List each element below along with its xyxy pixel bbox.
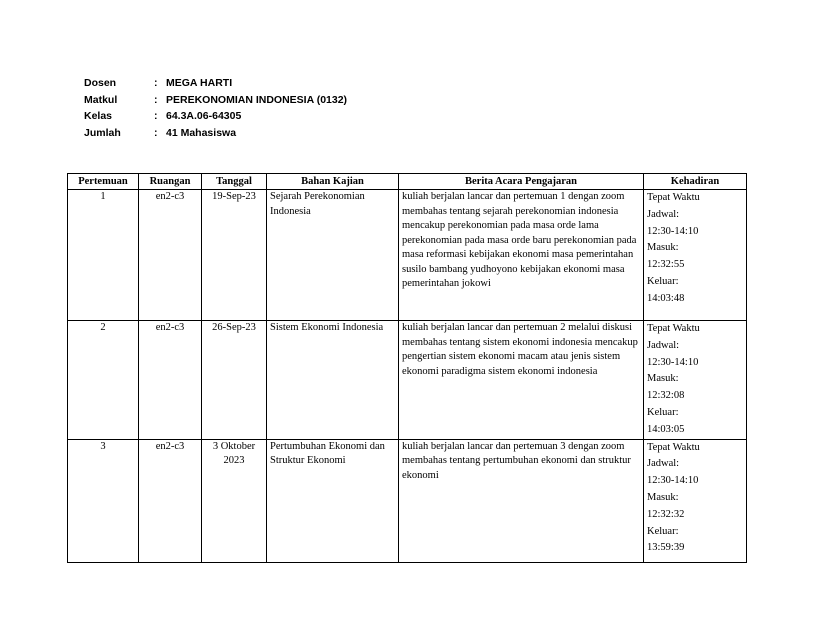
dosen-label: Dosen [84, 77, 117, 89]
kehadiran-keluar-label: Keluar: [647, 275, 679, 287]
cell-tanggal: 3 Oktober 2023 [202, 439, 267, 562]
table-row [68, 439, 747, 562]
matkul-value: PEREKONOMIAN INDONESIA (0132) [166, 93, 348, 106]
table-row [68, 321, 747, 440]
jumlah-value: 41 Mahasiswa [166, 126, 237, 139]
kehadiran-status: Tepat Waktu [647, 441, 700, 453]
cell-berita-acara: kuliah berjalan lancar dan pertemuan 2 melalui diskusi membahas tentang sistem ekonomi indonesia mencakup pengertian sistem ekonomi macam atau jenis sistem ekonomi paradigma sistem ekonomi indonesia [399, 321, 644, 440]
dosen-colon: : [154, 77, 158, 89]
kehadiran-jadwal-label: Jadwal: [647, 339, 680, 351]
cell-tanggal: 26-Sep-23 [202, 321, 267, 440]
table-row [68, 190, 747, 321]
kehadiran-masuk-label: Masuk: [647, 373, 679, 385]
kehadiran-status: Tepat Waktu [647, 192, 700, 203]
kehadiran-jadwal-label: Jadwal: [647, 458, 680, 470]
kehadiran-jadwal: 12:30-14:10 [647, 225, 699, 237]
dosen-row [84, 75, 347, 92]
cell-berita-acara: kuliah berjalan lancar dan pertemuan 1 dengan zoom membahas tentang sejarah perekonomian indonesia mencakup perekonomian pada masa orde lama perekonomian pada masa orde baru perekonomian pada masa reformasi kebijakan ekonomi masa pemerintahan susilo bambang yudhoyono kebijakan ekonomi masa pemerintahan jokowi [399, 190, 644, 321]
kehadiran-masuk-label: Masuk: [647, 242, 679, 254]
header-pertemuan: Pertemuan [68, 174, 139, 190]
kehadiran-keluar: 14:03:05 [647, 423, 685, 435]
kehadiran-masuk: 12:32:32 [647, 508, 685, 520]
cell-kehadiran [644, 439, 747, 562]
cell-kehadiran [644, 321, 747, 440]
matkul-row [84, 92, 347, 109]
kelas-row [84, 108, 347, 125]
cell-bahan-kajian: Pertumbuhan Ekonomi dan Struktur Ekonomi [267, 439, 399, 562]
kehadiran-jadwal: 12:30-14:10 [647, 356, 699, 368]
kelas-colon: : [154, 110, 158, 122]
kehadiran-keluar: 14:03:48 [647, 292, 685, 304]
kehadiran-keluar: 13:59:39 [647, 542, 685, 554]
table-header-row [68, 174, 747, 190]
jumlah-label: Jumlah [84, 126, 121, 139]
header-bahan-kajian: Bahan Kajian [267, 174, 399, 190]
course-header [84, 75, 347, 141]
matkul-label: Matkul [84, 93, 118, 106]
kehadiran-keluar-label: Keluar: [647, 525, 679, 537]
jumlah-row [84, 125, 347, 142]
kehadiran-status: Tepat Waktu [647, 323, 700, 334]
dosen-value: MEGA HARTI [166, 77, 233, 89]
cell-bahan-kajian: Sistem Ekonomi Indonesia [267, 321, 399, 440]
kehadiran-masuk: 12:32:55 [647, 259, 685, 271]
header-ruangan: Ruangan [139, 174, 202, 190]
kehadiran-masuk: 12:32:08 [647, 390, 685, 402]
cell-pertemuan: 3 [68, 439, 139, 562]
kelas-value: 64.3A.06-64305 [166, 110, 242, 122]
matkul-colon: : [154, 93, 158, 106]
cell-tanggal: 19-Sep-23 [202, 190, 267, 321]
kehadiran-jadwal-label: Jadwal: [647, 208, 680, 220]
cell-ruangan: en2-c3 [139, 439, 202, 562]
kehadiran-keluar-label: Keluar: [647, 406, 679, 418]
cell-kehadiran [644, 190, 747, 321]
jumlah-colon: : [154, 126, 158, 139]
cell-pertemuan: 1 [68, 190, 139, 321]
cell-pertemuan: 2 [68, 321, 139, 440]
header-berita-acara: Berita Acara Pengajaran [399, 174, 644, 190]
cell-ruangan: en2-c3 [139, 190, 202, 321]
kehadiran-masuk-label: Masuk: [647, 491, 679, 503]
cell-berita-acara: kuliah berjalan lancar dan pertemuan 3 dengan zoom membahas tentang pertumbuhan ekonomi dan struktur ekonomi [399, 439, 644, 562]
cell-bahan-kajian: Sejarah Perekonomian Indonesia [267, 190, 399, 321]
header-kehadiran: Kehadiran [644, 174, 747, 190]
header-tanggal: Tanggal [202, 174, 267, 190]
kelas-label: Kelas [84, 110, 113, 122]
attendance-table [67, 173, 747, 563]
kehadiran-jadwal: 12:30-14:10 [647, 475, 699, 487]
cell-ruangan: en2-c3 [139, 321, 202, 440]
